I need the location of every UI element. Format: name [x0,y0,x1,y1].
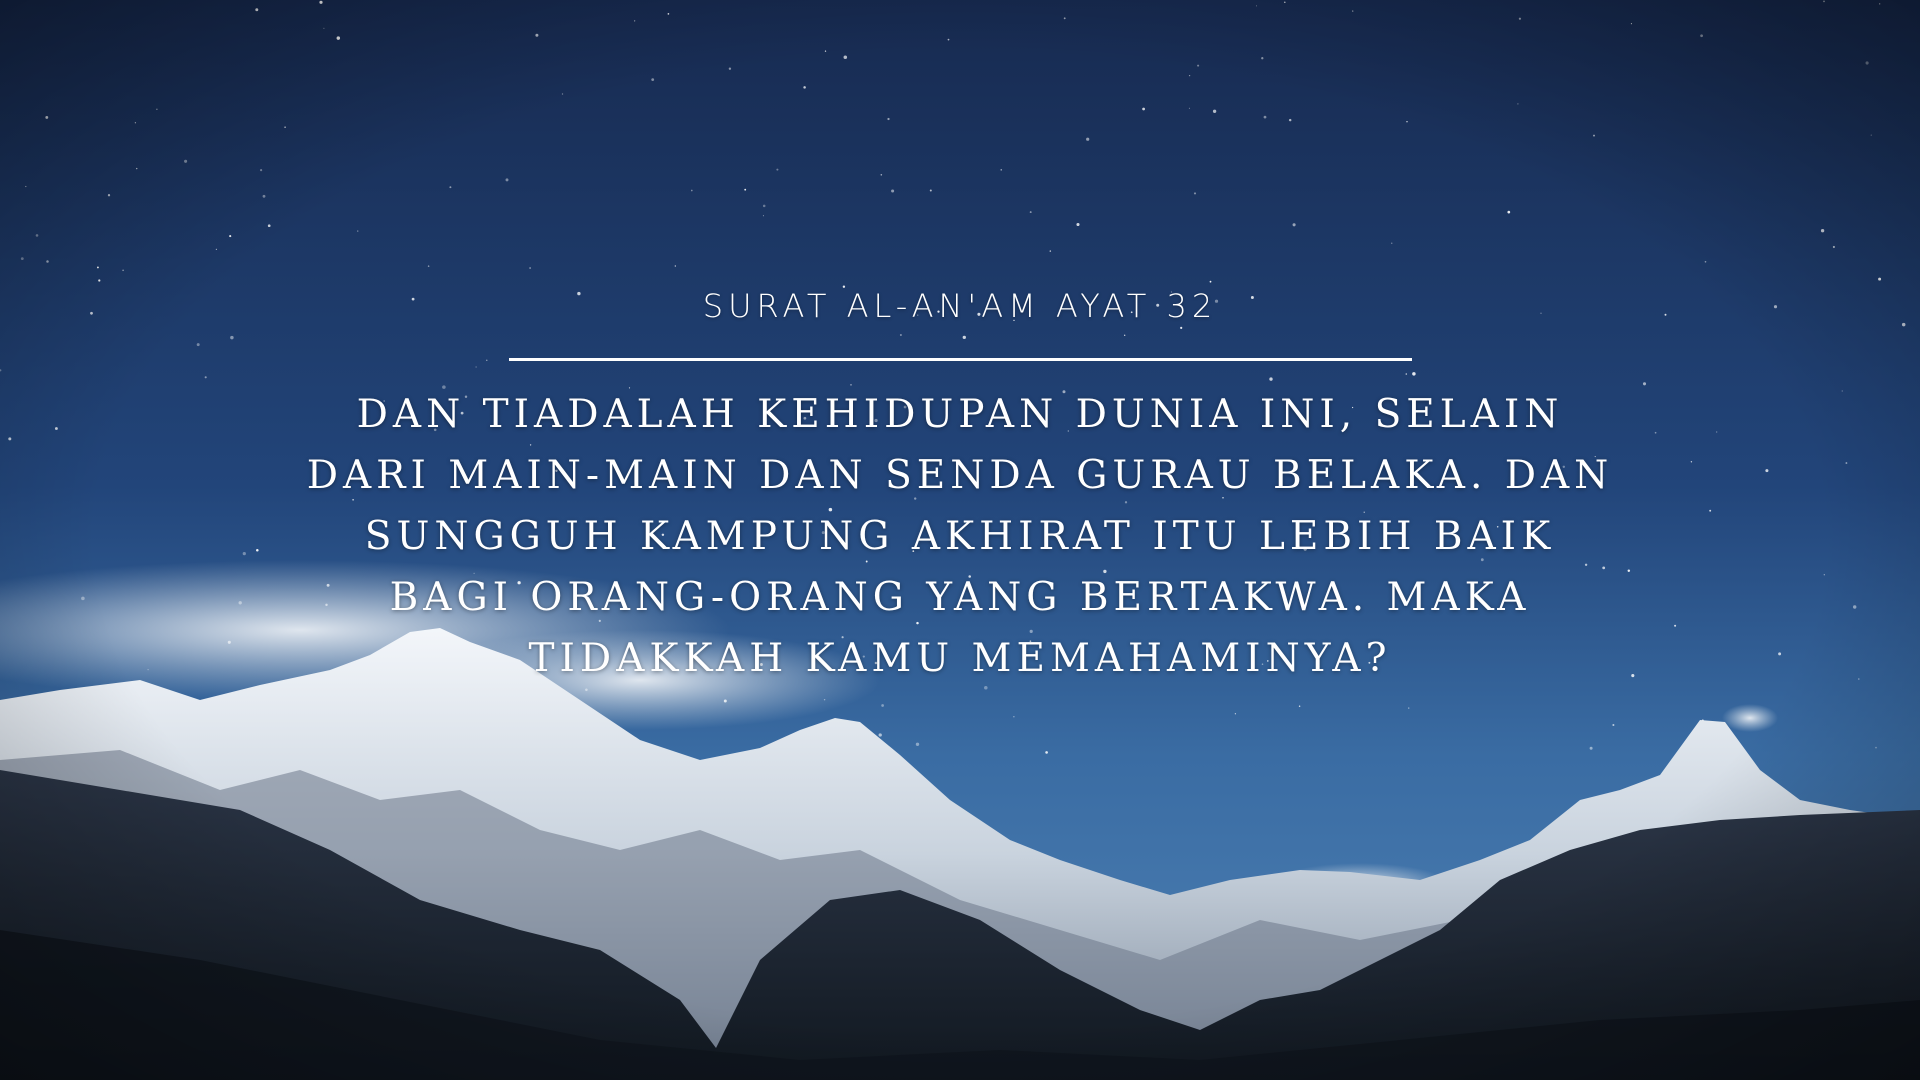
title-divider [509,358,1412,361]
verse-text: DAN TIADALAH KEHIDUPAN DUNIA INI, SELAIN DARI MAIN-MAIN DAN SENDA GURAU BELAKA. DAN SUNGGUH KAMPUNG AKHIRAT ITU LEBIH BAIK BAGI ORANG-ORANG YANG BERTAKWA. MAKA TIDAKKAH KAMU MEMAHAMINYA? [306,392,1614,681]
surah-title: SURAT AL-AN'AM AYAT 32 [702,287,1218,325]
